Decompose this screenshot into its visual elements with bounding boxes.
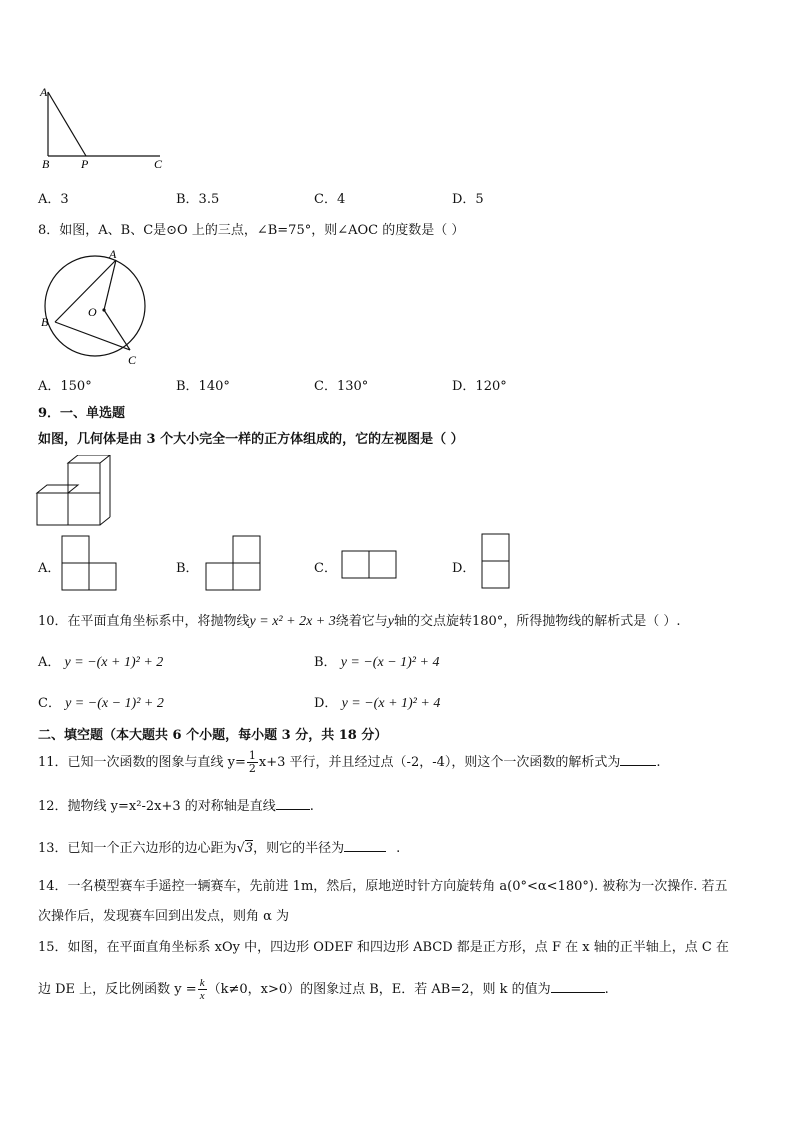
q9-option-c-view[interactable] bbox=[340, 549, 400, 581]
q10-option-b-expr: y = −(x − 1)² + 4 bbox=[340, 655, 440, 670]
q11-post: x+3 平行，并且经过点（-2，-4），则这个一次函数的解析式为 bbox=[258, 755, 621, 770]
q10-option-a-letter: A． bbox=[38, 655, 61, 670]
q10-option-a-expr: y = −(x + 1)² + 2 bbox=[64, 655, 164, 670]
q13-pre: 13．已知一个正六边形的边心距为 bbox=[38, 841, 237, 856]
q8-option-d[interactable]: D．120° bbox=[452, 379, 507, 394]
q7-triangle-figure bbox=[34, 84, 174, 174]
q12-answer-blank[interactable] bbox=[276, 797, 310, 810]
q13-post: ，则它的半径为 bbox=[253, 841, 345, 856]
q9-cubes-figure bbox=[34, 455, 114, 529]
q13-sqrt bbox=[237, 840, 254, 856]
q9-heading: 9．一、单选题 bbox=[38, 406, 126, 421]
q8-label-a: A bbox=[109, 247, 117, 261]
q7-option-c[interactable]: C．4 bbox=[314, 192, 346, 207]
q12 bbox=[38, 795, 314, 814]
q10-stem-math: y = x² + 2x + 3 bbox=[249, 614, 336, 629]
q15-line-1: 15．如图，在平面直角坐标系 xOy 中，四边形 ODEF 和四边形 ABCD 都是正方形，点 F 在 x 轴的正半轴上，点 C 在 bbox=[38, 940, 729, 955]
q9-stem: 如图，几何体是由 3 个大小完全一样的正方体组成的，它的左视图是（ ） bbox=[38, 432, 464, 447]
q15-line2-post: （k≠0，x>0）的图象过点 B，E．若 AB=2，则 k 的值为 bbox=[207, 982, 551, 997]
q15-end: . bbox=[604, 982, 609, 997]
q12-end: . bbox=[309, 799, 314, 814]
q10-option-c-letter: C． bbox=[38, 696, 61, 711]
q10-option-d[interactable] bbox=[314, 692, 440, 712]
q11 bbox=[38, 746, 661, 780]
q15-frac-num: k bbox=[199, 977, 205, 989]
q8-option-c[interactable]: C．130° bbox=[314, 379, 369, 394]
q7-label-b: B bbox=[42, 157, 50, 171]
q13 bbox=[38, 837, 400, 856]
q10-stem-post: 轴的交点旋转180°，所得抛物线的解析式是（ ）. bbox=[393, 614, 681, 629]
q7-option-b[interactable]: B．3.5 bbox=[176, 192, 220, 207]
q14-line-1: 14．一名模型赛车手遥控一辆赛车，先前进 1m，然后，原地逆时针方向旋转角 a(0°<α<180°). 被称为一次操作. 若五 bbox=[38, 879, 728, 894]
q11-frac-num: 1 bbox=[248, 749, 256, 762]
q8-option-b[interactable]: B．140° bbox=[176, 379, 230, 394]
q11-answer-blank[interactable] bbox=[620, 753, 656, 766]
q8-stem: 8．如图，A、B、C是⊙O 上的三点，∠B=75°，则∠AOC 的度数是（ ） bbox=[38, 223, 465, 238]
q10-stem bbox=[38, 610, 681, 630]
q9-option-a-letter[interactable]: A． bbox=[38, 561, 61, 576]
q9-option-d-view[interactable] bbox=[480, 532, 512, 590]
q15-answer-blank[interactable] bbox=[551, 980, 605, 993]
q10-stem-mid: 绕着它与 bbox=[335, 614, 388, 629]
q10-option-a[interactable] bbox=[38, 651, 163, 671]
q8-label-b: B bbox=[41, 315, 49, 329]
q10-stem-y: y bbox=[387, 614, 394, 629]
q9-option-a-view[interactable] bbox=[60, 534, 120, 592]
q9-option-b-view[interactable] bbox=[204, 534, 264, 592]
q15-line-2 bbox=[38, 970, 609, 1010]
q11-end: . bbox=[656, 755, 661, 770]
q10-option-d-letter: D． bbox=[314, 696, 338, 711]
q15-fraction bbox=[198, 977, 207, 1002]
q11-fraction bbox=[247, 750, 258, 775]
q15-line2-pre: 边 DE 上，反比例函数 y = bbox=[38, 982, 197, 997]
q13-end: . bbox=[396, 841, 401, 856]
q11-pre: 11．已知一次函数的图象与直线 y= bbox=[38, 755, 246, 770]
q13-sqrt-value: 3 bbox=[244, 841, 254, 856]
sqrt-icon: √ bbox=[236, 841, 245, 856]
q14-line-2: 次操作后，发现赛车回到出发点，则角 α 为 bbox=[38, 909, 290, 924]
q10-option-b-letter: B． bbox=[314, 655, 337, 670]
q10-option-d-expr: y = −(x + 1)² + 4 bbox=[341, 696, 441, 711]
q7-label-c: C bbox=[154, 157, 163, 171]
q7-label-p: P bbox=[81, 157, 89, 171]
q8-label-c: C bbox=[128, 353, 137, 367]
q8-circle-figure bbox=[34, 244, 154, 368]
q9-option-b-letter[interactable]: B． bbox=[176, 561, 199, 576]
q11-frac-den: 2 bbox=[248, 762, 256, 775]
q9-option-c-letter[interactable]: C． bbox=[314, 561, 337, 576]
q7-option-d[interactable]: D．5 bbox=[452, 192, 484, 207]
q15-frac-den: x bbox=[199, 990, 205, 1002]
q10-stem-pre: 10．在平面直角坐标系中，将抛物线 bbox=[38, 614, 250, 629]
q8-option-a[interactable]: A．150° bbox=[38, 379, 92, 394]
q9-option-d-letter[interactable]: D． bbox=[452, 561, 476, 576]
q7-label-a: A bbox=[40, 85, 48, 99]
q8-label-o: O bbox=[88, 305, 97, 319]
section-2-title: 二、填空题（本大题共 6 个小题，每小题 3 分，共 18 分） bbox=[38, 728, 388, 743]
q13-answer-blank[interactable] bbox=[344, 839, 386, 852]
q12-pre: 12．抛物线 y=x²-2x+3 的对称轴是直线 bbox=[38, 799, 276, 814]
q10-option-c-expr: y = −(x − 1)² + 2 bbox=[65, 696, 164, 711]
q10-option-c[interactable] bbox=[38, 692, 164, 712]
q7-option-a[interactable]: A．3 bbox=[38, 192, 69, 207]
q10-option-b[interactable] bbox=[314, 651, 439, 671]
